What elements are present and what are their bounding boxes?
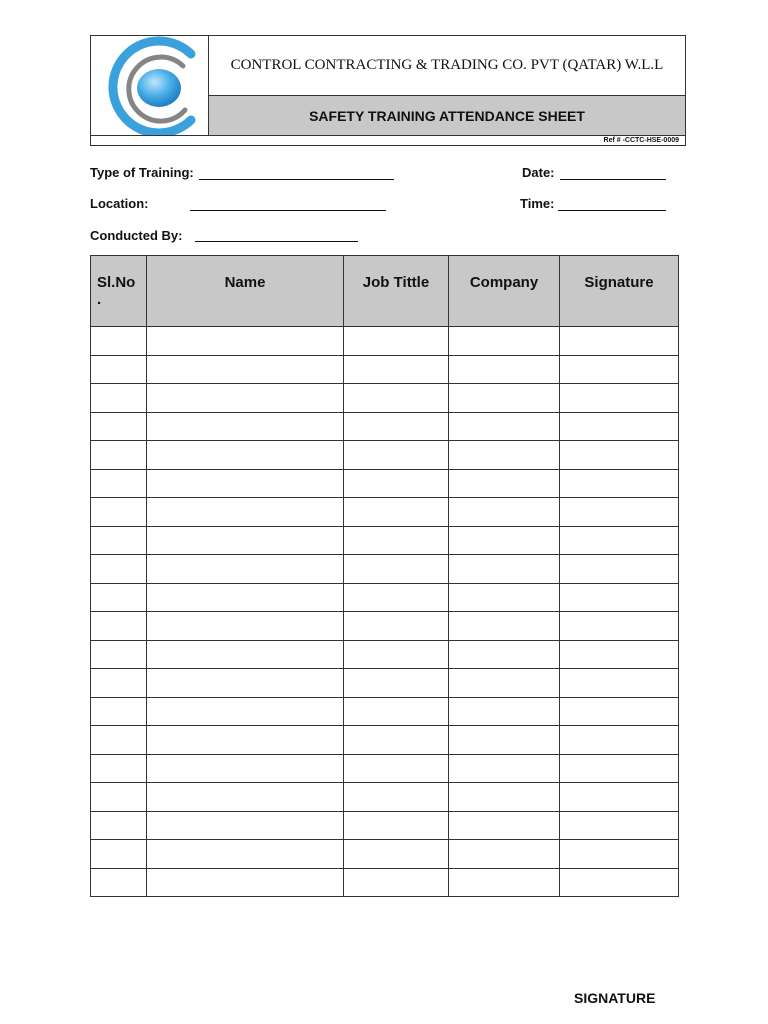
cell-job-title[interactable] [344,583,449,612]
cell-name[interactable] [147,555,344,584]
cell-job-title[interactable] [344,412,449,441]
cell-signature[interactable] [560,327,679,356]
cell-company[interactable] [449,811,560,840]
table-row [91,612,679,641]
cell-signature[interactable] [560,783,679,812]
table-row [91,583,679,612]
cell-job-title[interactable] [344,526,449,555]
cell-job-title[interactable] [344,441,449,470]
column-header-company: Company [449,256,560,327]
cell-sl-no[interactable] [91,384,147,413]
cell-name[interactable] [147,441,344,470]
cell-name[interactable] [147,726,344,755]
date-label: Date: [522,165,555,180]
cell-signature[interactable] [560,412,679,441]
cell-company[interactable] [449,441,560,470]
cell-company[interactable] [449,754,560,783]
cell-name[interactable] [147,469,344,498]
cell-signature[interactable] [560,669,679,698]
date-field [522,165,555,180]
cell-name[interactable] [147,783,344,812]
cell-name[interactable] [147,811,344,840]
table-row [91,811,679,840]
cell-company[interactable] [449,555,560,584]
cell-name[interactable] [147,754,344,783]
cell-company[interactable] [449,612,560,641]
cell-name[interactable] [147,384,344,413]
cell-name[interactable] [147,412,344,441]
cell-job-title[interactable] [344,754,449,783]
location-label: Location: [90,196,149,211]
table-body [91,327,679,897]
time-field [520,196,554,211]
conducted-by-label: Conducted By: [90,228,183,243]
cell-signature[interactable] [560,640,679,669]
cell-job-title[interactable] [344,355,449,384]
cell-company[interactable] [449,840,560,869]
cell-signature[interactable] [560,441,679,470]
cell-name[interactable] [147,840,344,869]
table-row [91,697,679,726]
cell-company[interactable] [449,498,560,527]
column-header-sl-no: Sl.No . [91,256,147,327]
document-header [90,35,686,146]
cell-job-title[interactable] [344,669,449,698]
cell-sl-no[interactable] [91,754,147,783]
cell-name[interactable] [147,612,344,641]
cell-company[interactable] [449,868,560,897]
cell-name[interactable] [147,697,344,726]
cell-company[interactable] [449,327,560,356]
cell-signature[interactable] [560,754,679,783]
type-of-training-label: Type of Training: [90,165,194,180]
cell-sl-no[interactable] [91,868,147,897]
conducted-by-field [90,228,182,243]
cell-sl-no[interactable] [91,555,147,584]
cell-signature[interactable] [560,355,679,384]
attendance-table [90,255,679,897]
cell-sl-no[interactable] [91,726,147,755]
cell-signature[interactable] [560,469,679,498]
cell-name[interactable] [147,526,344,555]
cell-job-title[interactable] [344,327,449,356]
cell-job-title[interactable] [344,726,449,755]
cell-signature[interactable] [560,555,679,584]
company-logo-icon [91,36,209,135]
cell-sl-no[interactable] [91,412,147,441]
cell-job-title[interactable] [344,697,449,726]
cell-company[interactable] [449,669,560,698]
column-header-name: Name [147,256,344,327]
cell-sl-no[interactable] [91,783,147,812]
table-row [91,441,679,470]
table-row [91,868,679,897]
sheet-title: SAFETY TRAINING ATTENDANCE SHEET [209,95,685,135]
cell-job-title[interactable] [344,840,449,869]
time-label: Time: [520,196,555,211]
cell-signature[interactable] [560,583,679,612]
cell-company[interactable] [449,783,560,812]
cell-sl-no[interactable] [91,640,147,669]
cell-company[interactable] [449,355,560,384]
cell-name[interactable] [147,669,344,698]
cell-job-title[interactable] [344,811,449,840]
cell-signature[interactable] [560,840,679,869]
cell-job-title[interactable] [344,384,449,413]
cell-sl-no[interactable] [91,583,147,612]
table-row [91,526,679,555]
cell-sl-no[interactable] [91,469,147,498]
cell-sl-no[interactable] [91,526,147,555]
table-row [91,783,679,812]
cell-company[interactable] [449,640,560,669]
cell-company[interactable] [449,412,560,441]
type-of-training-field [90,165,194,180]
cell-signature[interactable] [560,811,679,840]
cell-job-title[interactable] [344,555,449,584]
table-header-row [91,256,679,327]
cell-signature[interactable] [560,868,679,897]
cell-name[interactable] [147,498,344,527]
cell-job-title[interactable] [344,469,449,498]
table-row [91,754,679,783]
cell-company[interactable] [449,583,560,612]
cell-signature[interactable] [560,384,679,413]
table-row [91,840,679,869]
cell-job-title[interactable] [344,498,449,527]
cell-sl-no[interactable] [91,612,147,641]
cell-name[interactable] [147,355,344,384]
cell-sl-no[interactable] [91,697,147,726]
table-row [91,355,679,384]
cell-sl-no[interactable] [91,811,147,840]
company-name: CONTROL CONTRACTING & TRADING CO. PVT (QATAR) W.L.L [230,57,664,73]
location-field [90,196,149,211]
cell-company[interactable] [449,526,560,555]
cell-company[interactable] [449,726,560,755]
table-row [91,498,679,527]
cell-name[interactable] [147,868,344,897]
cell-job-title[interactable] [344,783,449,812]
cell-company[interactable] [449,469,560,498]
column-header-job-title: Job Tittle [344,256,449,327]
cell-sl-no[interactable] [91,498,147,527]
table-row [91,640,679,669]
cell-company[interactable] [449,697,560,726]
table-row [91,384,679,413]
logo-cell [91,36,209,135]
cell-signature[interactable] [560,612,679,641]
cell-sl-no[interactable] [91,441,147,470]
table-row [91,669,679,698]
column-header-signature: Signature [560,256,679,327]
table-row [91,726,679,755]
cell-name[interactable] [147,327,344,356]
table-row [91,412,679,441]
cell-signature[interactable] [560,697,679,726]
cell-sl-no[interactable] [91,355,147,384]
cell-signature[interactable] [560,726,679,755]
cell-name[interactable] [147,583,344,612]
cell-signature[interactable] [560,498,679,527]
footer-signature-label: SIGNATURE [574,990,656,1006]
cell-company[interactable] [449,384,560,413]
cell-sl-no[interactable] [91,327,147,356]
table-row [91,555,679,584]
cell-signature[interactable] [560,526,679,555]
cell-sl-no[interactable] [91,840,147,869]
cell-sl-no[interactable] [91,669,147,698]
cell-name[interactable] [147,640,344,669]
reference-number: Ref # -CCTC-HSE-0009 [91,135,685,146]
cell-job-title[interactable] [344,868,449,897]
cell-job-title[interactable] [344,640,449,669]
table-row [91,327,679,356]
cell-job-title[interactable] [344,612,449,641]
table-row [91,469,679,498]
